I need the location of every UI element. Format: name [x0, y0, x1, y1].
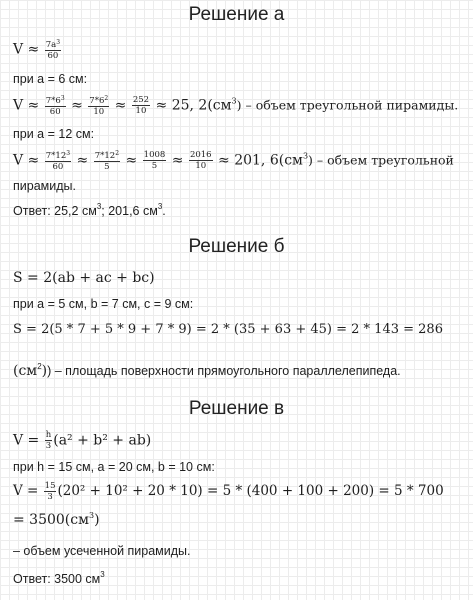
calculation-c: V = $\frac{15}{3}$ (20² + 10² + 20 * 10) = 5 * (400 + 100 + 200) = 5 * 700 — [13, 481, 444, 502]
heading-solution-b: Решение б — [188, 236, 285, 257]
formula-a: V ≈ $\frac{7a^3}{60}$ — [13, 39, 61, 61]
unit-note-b: $(см^2)$) – площадь поверхности прямоугольного параллелепипеда. — [13, 362, 401, 379]
calculation-c-continuation: = $3500(см^3)$ — [13, 511, 100, 528]
calculation-b: S = 2(5 * 7 + 5 * 9 + 7 * 9) = 2 * (35 + 63 + 45) = 2 * 143 = 286 — [13, 322, 443, 337]
formula-c: V = $\frac{h}{3}$ (a² + b² + ab) — [13, 430, 152, 451]
condition-b: при a = 5 см, b = 7 см, c = 9 см: — [13, 297, 194, 311]
note-c: – объем усеченной пирамиды. — [13, 544, 191, 558]
heading-solution-c: Решение в — [188, 398, 285, 419]
heading-solution-a: Решение а — [188, 4, 285, 25]
condition-a2: при a = 12 см: — [13, 127, 95, 141]
formula-b: S = 2(ab + ac + bc) — [13, 270, 155, 286]
answer-a: Ответ: 25,2 $см^3$; 201,6 $см^3$. — [13, 202, 166, 218]
condition-a1: при a = 6 см: — [13, 72, 88, 86]
calculation-a2-continuation: пирамиды. — [13, 179, 76, 193]
calculation-a1: V ≈ $\frac{7*6^3}{60}$ ≈ $\frac{7*6^2}{10}$ ≈ $\frac{252}{10}$ ≈ 25, $2(см^3)$ – объем треугольной пирамиды. — [13, 95, 459, 117]
condition-c: при h = 15 см, a = 20 см, b = 10 см: — [13, 460, 215, 474]
calculation-a2: V ≈ $\frac{7*12^3}{60}$ ≈ $\frac{7*12^2}{5}$ ≈ $\frac{1008}{5}$ ≈ $\frac{2016}{10}$ ≈ 201, $6(см^3)$ – объем треугольной — [13, 150, 454, 172]
answer-c: Ответ: 3500 $см^3$ — [13, 570, 105, 586]
